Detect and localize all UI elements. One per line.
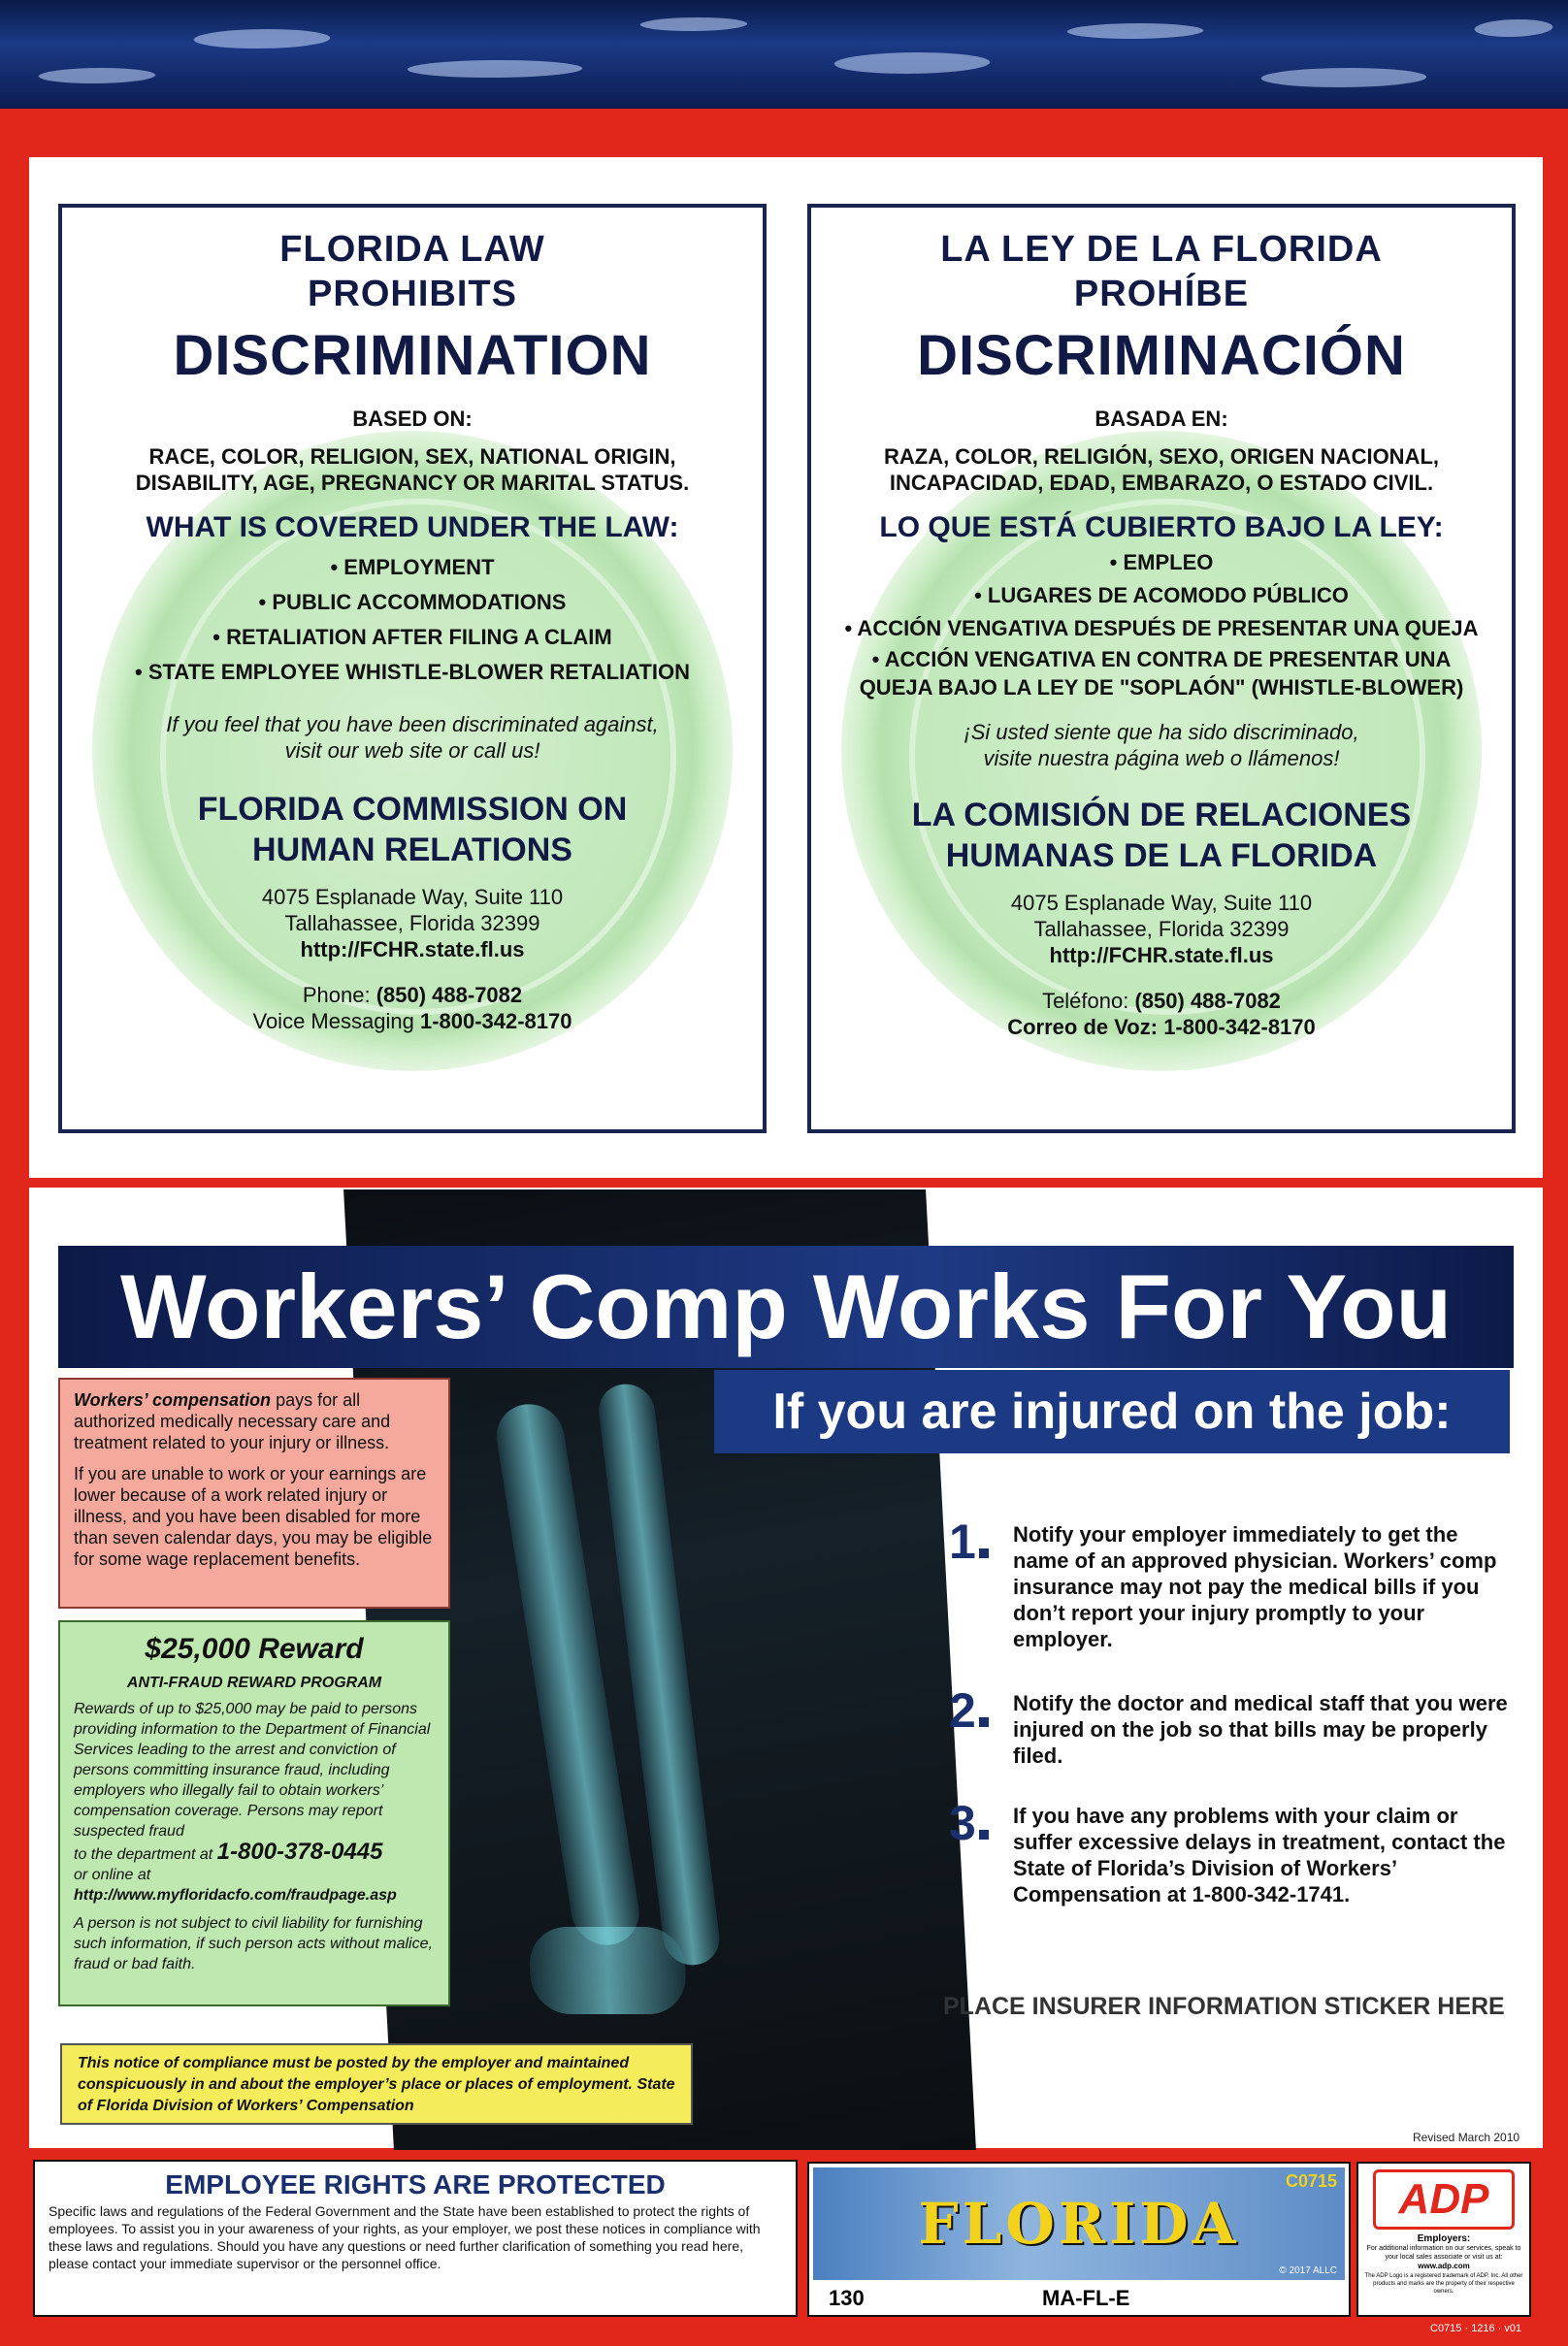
workers-comp-desc: pays for all authorized medically necessary care and treatment related to your injury or illness. bbox=[74, 1390, 391, 1452]
address-line1: 4075 Esplanade Way, Suite 110 bbox=[1010, 891, 1313, 915]
reward-box bbox=[58, 1620, 450, 2006]
website-link[interactable]: http://FCHR.state.fl.us bbox=[300, 937, 525, 961]
reward-online-label: or online at bbox=[74, 1867, 151, 1883]
notice-title-line2: PROHÍBE bbox=[1073, 274, 1250, 314]
reward-url[interactable]: http://www.myfloridacfo.com/fraudpage.asp bbox=[74, 1887, 397, 1904]
covered-item: QUEJA BAJO LA LEY DE "SOPLAÓN" (WHISTLE-BLOWER) bbox=[859, 675, 1464, 700]
based-on-line1: RACE, COLOR, RELIGION, SEX, NATIONAL ORIGIN, bbox=[148, 444, 676, 469]
covered-item: • STATE EMPLOYEE WHISTLE-BLOWER RETALIATION bbox=[135, 660, 690, 684]
injured-heading: If you are injured on the job: bbox=[714, 1370, 1510, 1453]
address-line1: 4075 Esplanade Way, Suite 110 bbox=[261, 885, 564, 909]
florida-banner bbox=[813, 2167, 1345, 2280]
covered-item: • PUBLIC ACCOMMODATIONS bbox=[258, 590, 567, 614]
florida-label-box bbox=[807, 2162, 1351, 2317]
step-text: If you have any problems with your claim or suffer excessive delays in treatment, contact the State of Florida’s Division of Workers’ Compensation at 1-800-342-1741. bbox=[1013, 1804, 1506, 1906]
employee-rights-heading: EMPLOYEE RIGHTS ARE PROTECTED bbox=[165, 2169, 666, 2199]
revised-date: Revised March 2010 bbox=[1413, 2131, 1520, 2144]
feel-line2: visite nuestra página web o llámenos! bbox=[983, 746, 1340, 770]
notice-title-line1: FLORIDA LAW bbox=[279, 229, 545, 270]
adp-trademark: The ADP Logo is a registered trademark of ADP, Inc. All other products and marks are the property of their respective owners. bbox=[1364, 2273, 1523, 2295]
notice-title-line2: PROHIBITS bbox=[308, 274, 517, 314]
form-code: C0715 bbox=[1285, 2171, 1337, 2191]
covered-item: • EMPLEO bbox=[1109, 550, 1214, 574]
form-id: MA-FL-E bbox=[1042, 2286, 1130, 2310]
reward-dept-label: to the department at bbox=[74, 1846, 217, 1863]
step-number: 1 bbox=[949, 1514, 989, 1570]
employee-rights-body: Specific laws and regulations of the Federal Government and the State have been established to protect the rights of employees. To assist you in your awareness of your rights, as your employer, we post these notices in compliance with these laws and regulations. Should you have any questions or need further clarification of something you read here, please contact your immediate supervisor or the personnel office. bbox=[49, 2203, 761, 2271]
step-number: 2 bbox=[949, 1682, 989, 1739]
voice-number: 1-800-342-8170 bbox=[419, 1009, 572, 1033]
top-banner bbox=[0, 0, 1568, 109]
based-on-line1: RAZA, COLOR, RELIGIÓN, SEXO, ORIGEN NACIONAL, bbox=[883, 444, 1440, 469]
voice-label: Correo de Voz: bbox=[1007, 1015, 1164, 1039]
workers-comp-term: Workers’ compensation bbox=[74, 1390, 272, 1410]
footer-code: C0715 · 1216 · v01 bbox=[1430, 2323, 1522, 2334]
covered-item: • EMPLOYMENT bbox=[330, 555, 495, 579]
notice-title-main: DISCRIMINACIÓN bbox=[917, 324, 1406, 387]
florida-discrimination-notice-english bbox=[58, 204, 767, 1133]
adp-logo: ADP bbox=[1373, 2169, 1515, 2230]
step-1 bbox=[949, 1515, 1512, 1667]
org-line1: LA COMISIÓN DE RELACIONES bbox=[911, 797, 1412, 833]
address-line2: Tallahassee, Florida 32399 bbox=[1033, 917, 1290, 941]
notice-title-line1: LA LEY DE LA FLORIDA bbox=[940, 229, 1383, 270]
compliance-notice: This notice of compliance must be posted by the employer and maintained conspicuously in and about the employer’s place or places of employment. State of Florida Division of Workers’ Compensation bbox=[60, 2043, 693, 2125]
phone-label: Teléfono: bbox=[1042, 989, 1135, 1013]
address-line2: Tallahassee, Florida 32399 bbox=[284, 911, 540, 935]
florida-discrimination-notice-spanish bbox=[807, 204, 1516, 1133]
covered-heading: WHAT IS COVERED UNDER THE LAW: bbox=[146, 511, 679, 543]
adp-employers-label: Employers: bbox=[1417, 2233, 1471, 2244]
voice-label: Voice Messaging bbox=[252, 1009, 420, 1033]
adp-employers-text: For additional information on our services, speak to your local sales associate or visit us at: bbox=[1366, 2245, 1521, 2261]
based-on-line2: INCAPACIDAD, EDAD, EMBARAZO, O ESTADO CIVIL. bbox=[889, 471, 1434, 495]
org-line1: FLORIDA COMMISSION ON bbox=[197, 791, 628, 828]
notice-title-main: DISCRIMINATION bbox=[173, 324, 652, 387]
feel-line1: If you feel that you have been discriminated against, bbox=[166, 712, 659, 736]
step-number: 3 bbox=[949, 1795, 989, 1851]
covered-item: • ACCIÓN VENGATIVA DESPUÉS DE PRESENTAR UNA QUEJA bbox=[844, 616, 1479, 640]
step-text: Notify the doctor and medical staff that you were injured on the job so that bills may be properly filed. bbox=[1013, 1691, 1508, 1768]
reward-subtitle: ANTI-FRAUD REWARD PROGRAM bbox=[126, 1675, 382, 1691]
workers-comp-info-box bbox=[58, 1378, 450, 1609]
phone-number: (850) 488-7082 bbox=[376, 983, 523, 1007]
voice-number: 1-800-342-8170 bbox=[1163, 1015, 1316, 1039]
wage-replacement-text: If you are unable to work or your earnings are lower because of a work related injury or illness, and you have been disabled for more than seven calendar days, you may be eligible for some wage replacement benefits. bbox=[74, 1464, 433, 1569]
org-line2: HUMAN RELATIONS bbox=[252, 831, 572, 868]
based-on-line2: DISABILITY, AGE, PREGNANCY OR MARITAL STATUS. bbox=[135, 471, 690, 495]
covered-heading: LO QUE ESTÁ CUBIERTO BAJO LA LEY: bbox=[879, 511, 1444, 543]
website-link[interactable]: http://FCHR.state.fl.us bbox=[1049, 943, 1274, 967]
insurer-sticker-placeholder: PLACE INSURER INFORMATION STICKER HERE bbox=[943, 1993, 1505, 2020]
florida-wordmark: FLORIDA bbox=[918, 2191, 1240, 2257]
step-3 bbox=[949, 1796, 1512, 1929]
page-number: 130 bbox=[829, 2286, 865, 2310]
reward-body: Rewards of up to $25,000 may be paid to persons providing information to the Department of Financial Services leading to the arrest and conviction of persons committing insurance fraud, including employers who illegally fail to obtain workers’ compensation coverage. Persons may report suspected fraud bbox=[74, 1701, 431, 1840]
org-line2: HUMANAS DE LA FLORIDA bbox=[945, 837, 1378, 874]
workers-comp-title: Workers’ Comp Works For You bbox=[58, 1246, 1514, 1368]
step-2 bbox=[949, 1683, 1512, 1797]
employee-rights-box bbox=[33, 2160, 798, 2317]
reward-phone: 1-800-378-0445 bbox=[216, 1839, 383, 1865]
reward-title: $25,000 Reward bbox=[145, 1633, 364, 1665]
covered-item: • LUGARES DE ACOMODO PÚBLICO bbox=[974, 583, 1349, 607]
covered-item: • ACCIÓN VENGATIVA EN CONTRA DE PRESENTAR UNA bbox=[871, 647, 1452, 671]
feel-line1: ¡Si usted siente que ha sido discriminado, bbox=[964, 720, 1359, 744]
adp-url[interactable]: www.adp.com bbox=[1418, 2262, 1470, 2270]
phone-label: Phone: bbox=[302, 983, 376, 1007]
based-on-label: BASED ON: bbox=[352, 407, 473, 431]
reward-liability: A person is not subject to civil liability for furnishing such information, if such person acts without malice, fraud or bad faith. bbox=[74, 1915, 433, 1972]
covered-item: • RETALIATION AFTER FILING A CLAIM bbox=[212, 625, 612, 649]
based-on-label: BASADA EN: bbox=[1094, 407, 1228, 431]
copyright: © 2017 ALLC bbox=[1279, 2265, 1337, 2276]
adp-box bbox=[1356, 2162, 1531, 2317]
step-text: Notify your employer immediately to get the name of an approved physician. Workers’ comp insurance may not pay the medical bills if you don’t report your injury promptly to your employer. bbox=[1013, 1522, 1497, 1651]
feel-line2: visit our web site or call us! bbox=[284, 738, 540, 763]
phone-number: (850) 488-7082 bbox=[1134, 989, 1281, 1013]
